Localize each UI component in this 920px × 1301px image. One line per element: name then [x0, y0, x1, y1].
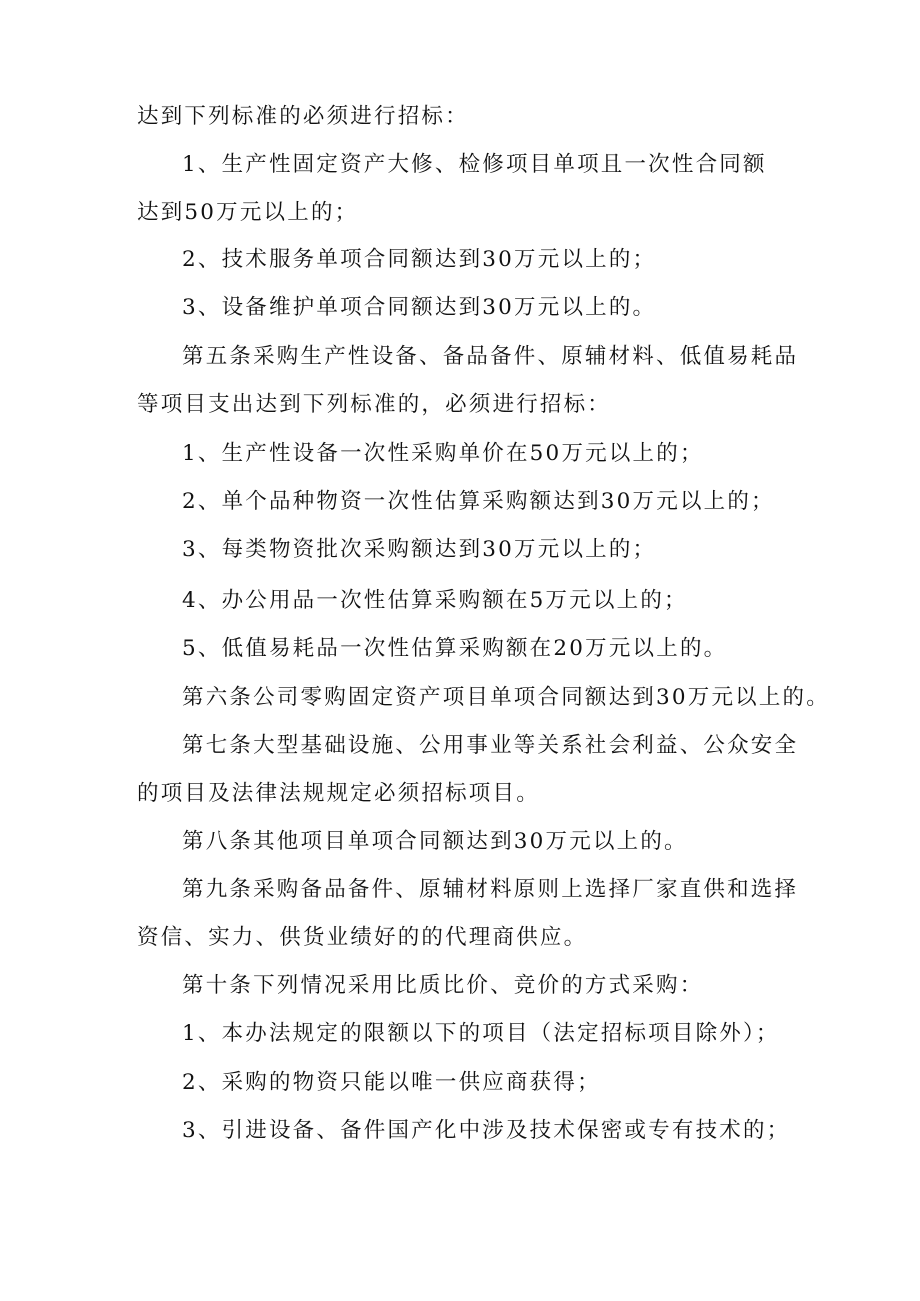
text-line-10: 3、每类物资批次采购额达到30万元以上的； [182, 537, 657, 562]
text-line-18: 资信、实力、供货业绩好的的代理商供应。 [137, 925, 588, 950]
text-line-9: 2、单个品种物资一次性估算采购额达到30万元以上的； [182, 489, 775, 514]
text-line-17: 第九条采购备品备件、原辅材料原则上选择厂家直供和选择 [182, 877, 799, 902]
text-line-2: 1、生产性固定资产大修、检修项目单项且一次性合同额 [182, 152, 767, 177]
text-line-12: 5、低值易耗品一次性估算采购额在20万元以上的。 [182, 636, 728, 661]
text-line-16: 第八条其他项目单项合同额达到30万元以上的。 [182, 829, 688, 854]
text-line-20: 1、本办法规定的限额以下的项目（法定招标项目除外）； [182, 1021, 780, 1046]
text-line-11: 4、办公用品一次性估算采购额在5万元以上的； [182, 588, 688, 613]
text-line-8: 1、生产性设备一次性采购单价在50万元以上的； [182, 441, 704, 466]
text-line-21: 2、采购的物资只能以唯一供应商获得； [182, 1070, 601, 1095]
text-line-19: 第十条下列情况采用比质比价、竞价的方式采购： [182, 973, 704, 998]
text-line-3: 达到50万元以上的； [137, 200, 359, 225]
text-line-1: 达到下列标准的必须进行招标： [137, 104, 469, 129]
text-line-14: 第七条大型基础设施、公用事业等关系社会利益、公众安全 [182, 733, 799, 758]
text-line-15: 的项目及法律法规规定必须招标项目。 [137, 781, 540, 806]
text-line-22: 3、引进设备、备件国产化中涉及技术保密或专有技术的； [182, 1118, 791, 1143]
text-line-13: 第六条公司零购固定资产项目单项合同额达到30万元以上的。 [182, 685, 830, 710]
text-line-5: 3、设备维护单项合同额达到30万元以上的。 [182, 295, 657, 320]
text-line-7: 等项目支出达到下列标准的，必须进行招标： [137, 392, 612, 417]
text-line-6: 第五条采购生产性设备、备品备件、原辅材料、低值易耗品 [182, 344, 799, 369]
text-line-4: 2、技术服务单项合同额达到30万元以上的； [182, 247, 657, 272]
